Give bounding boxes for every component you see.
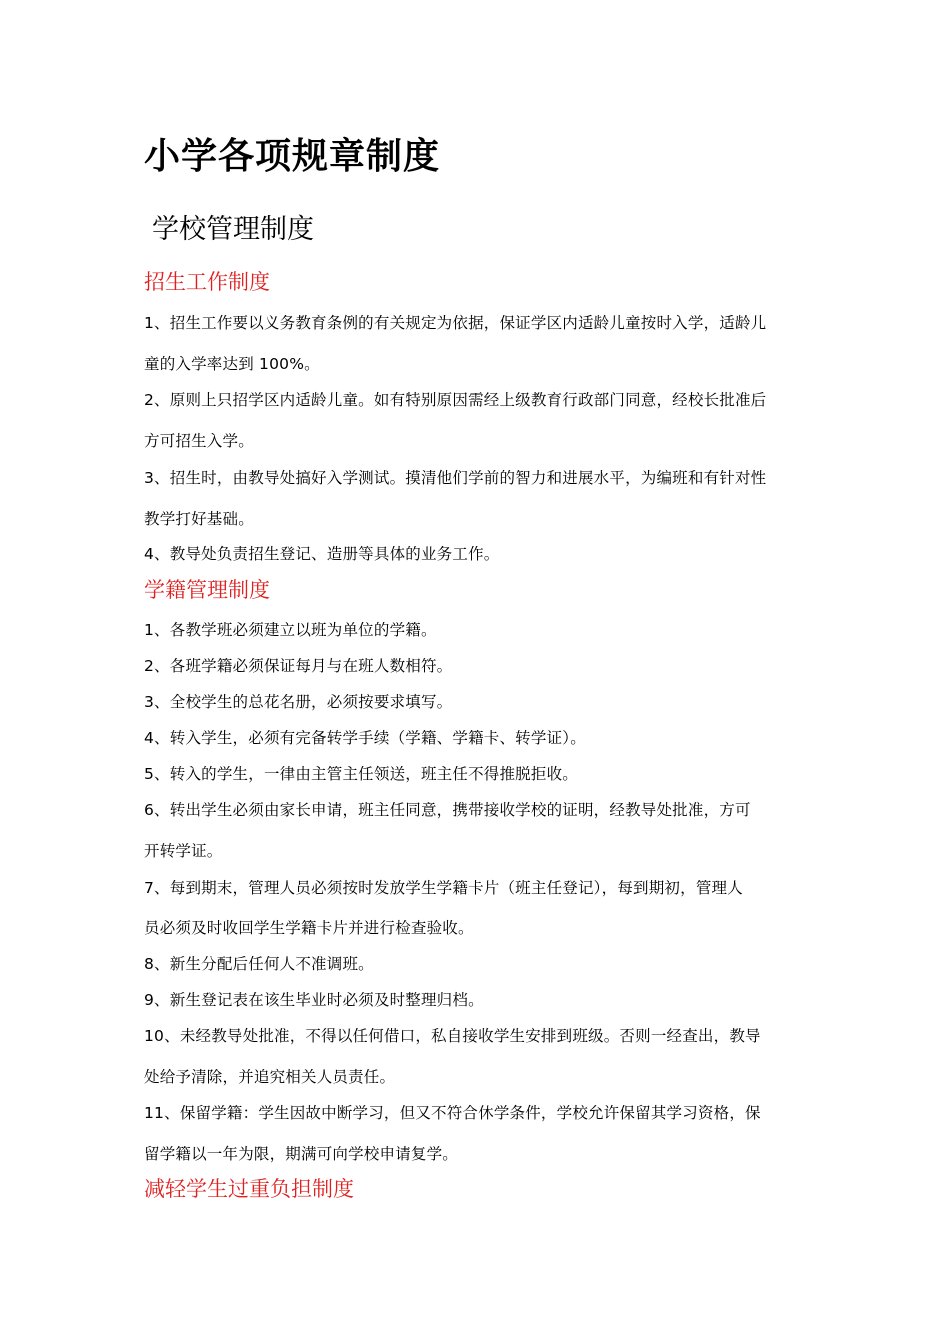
paragraph-line: 9、新生登记表在该生毕业时必须及时整理归档。 [144,991,484,1009]
paragraph-line: 处给予清除，并追究相关人员责任。 [144,1068,396,1086]
section-heading-enrollment: 招生工作制度 [144,270,270,294]
paragraph-line: 3、招生时，由教导处搞好入学测试。摸清他们学前的智力和进展水平，为编班和有针对性 [144,469,767,487]
paragraph-line: 留学籍以一年为限，期满可向学校申请复学。 [144,1145,459,1163]
paragraph-line: 2、各班学籍必须保证每月与在班人数相符。 [144,657,453,675]
paragraph-line: 1、招生工作要以义务教育条例的有关规定为依据，保证学区内适龄儿童按时入学，适龄儿 [144,314,767,332]
paragraph-line: 10、未经教导处批准，不得以任何借口，私自接收学生安排到班级。否则一经查出，教导 [144,1027,761,1045]
paragraph-line: 3、全校学生的总花名册，必须按要求填写。 [144,693,453,711]
paragraph-line: 5、转入的学生，一律由主管主任领送，班主任不得推脱拒收。 [144,765,578,783]
paragraph-line: 教学打好基础。 [144,510,254,528]
document-subtitle: 学校管理制度 [152,214,314,245]
paragraph-line: 员必须及时收回学生学籍卡片并进行检查验收。 [144,919,474,937]
section-heading-reduce-burden: 减轻学生过重负担制度 [144,1177,354,1201]
paragraph-line: 1、各教学班必须建立以班为单位的学籍。 [144,621,437,639]
paragraph-line: 11、保留学籍：学生因故中断学习，但又不符合休学条件，学校允许保留其学习资格，保 [144,1104,761,1122]
paragraph-line: 7、每到期末，管理人员必须按时发放学生学籍卡片（班主任登记），每到期初，管理人 [144,879,743,897]
section-heading-student-records: 学籍管理制度 [144,578,270,602]
paragraph-line: 4、转入学生，必须有完备转学手续（学籍、学籍卡、转学证）。 [144,729,586,747]
paragraph-line: 4、教导处负责招生登记、造册等具体的业务工作。 [144,545,500,563]
paragraph-line: 8、新生分配后任何人不准调班。 [144,955,374,973]
paragraph-line: 童的入学率达到 100%。 [144,355,320,373]
document-title: 小学各项规章制度 [144,136,441,177]
paragraph-line: 开转学证。 [144,842,223,860]
paragraph-line: 方可招生入学。 [144,432,254,450]
paragraph-line: 6、转出学生必须由家长申请，班主任同意，携带接收学校的证明，经教导处批准，方可 [144,801,751,819]
paragraph-line: 2、原则上只招学区内适龄儿童。如有特别原因需经上级教育行政部门同意，经校长批准后 [144,391,767,409]
